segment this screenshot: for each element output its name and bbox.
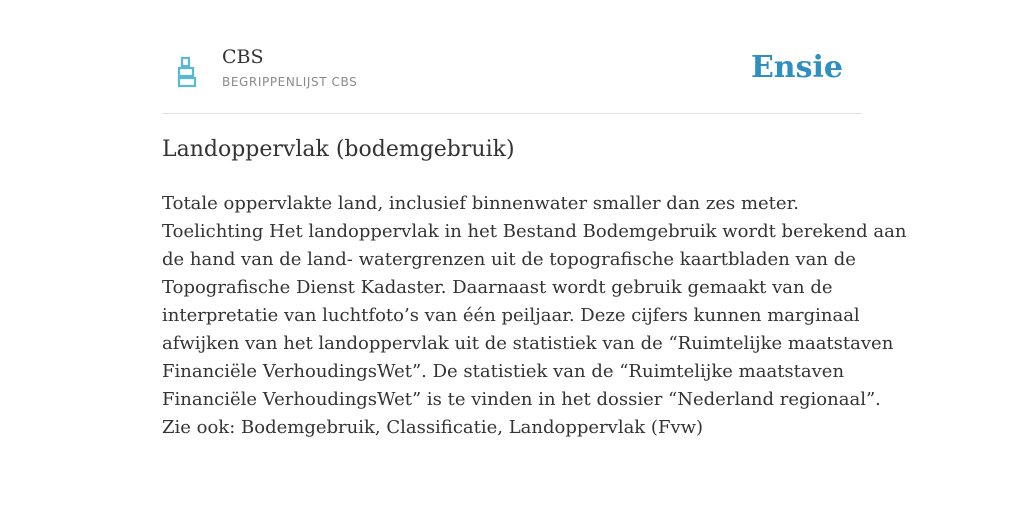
definition-line: Zie ook: Bodemgebruik, Classificatie, Landoppervlak (Fvw) [162,417,704,438]
org-subtitle[interactable]: BEGRIPPENLIJST CBS [222,75,358,89]
term-definition [162,190,907,442]
definition-line: Toelichting Het landoppervlak in het Bestand Bodemgebruik wordt berekend aan [162,221,907,242]
brand-logo[interactable]: Ensie [750,50,843,85]
org-name[interactable]: CBS [222,46,264,68]
cbs-logo-icon [176,56,198,88]
definition-line: de hand van de land- watergrenzen uit de topografische kaartbladen van de [162,249,856,270]
definition-card [162,0,907,512]
definition-line: afwijken van het landoppervlak uit de statistiek van de “Ruimtelijke maatstaven [162,333,894,354]
definition-line: Topografische Dienst Kadaster. Daarnaast wordt gebruik gemaakt van de [162,277,833,298]
definition-line: Totale oppervlakte land, inclusief binnenwater smaller dan zes meter. [162,193,799,214]
card-header [162,40,862,114]
definition-line: Financiële VerhoudingsWet”. De statistiek van de “Ruimtelijke maatstaven [162,361,845,382]
term-title: Landoppervlak (bodemgebruik) [162,137,515,162]
definition-line: interpretatie van luchtfoto’s van één peiljaar. Deze cijfers kunnen marginaal [162,305,860,326]
definition-line: Financiële VerhoudingsWet” is te vinden in het dossier “Nederland regionaal”. [162,389,881,410]
